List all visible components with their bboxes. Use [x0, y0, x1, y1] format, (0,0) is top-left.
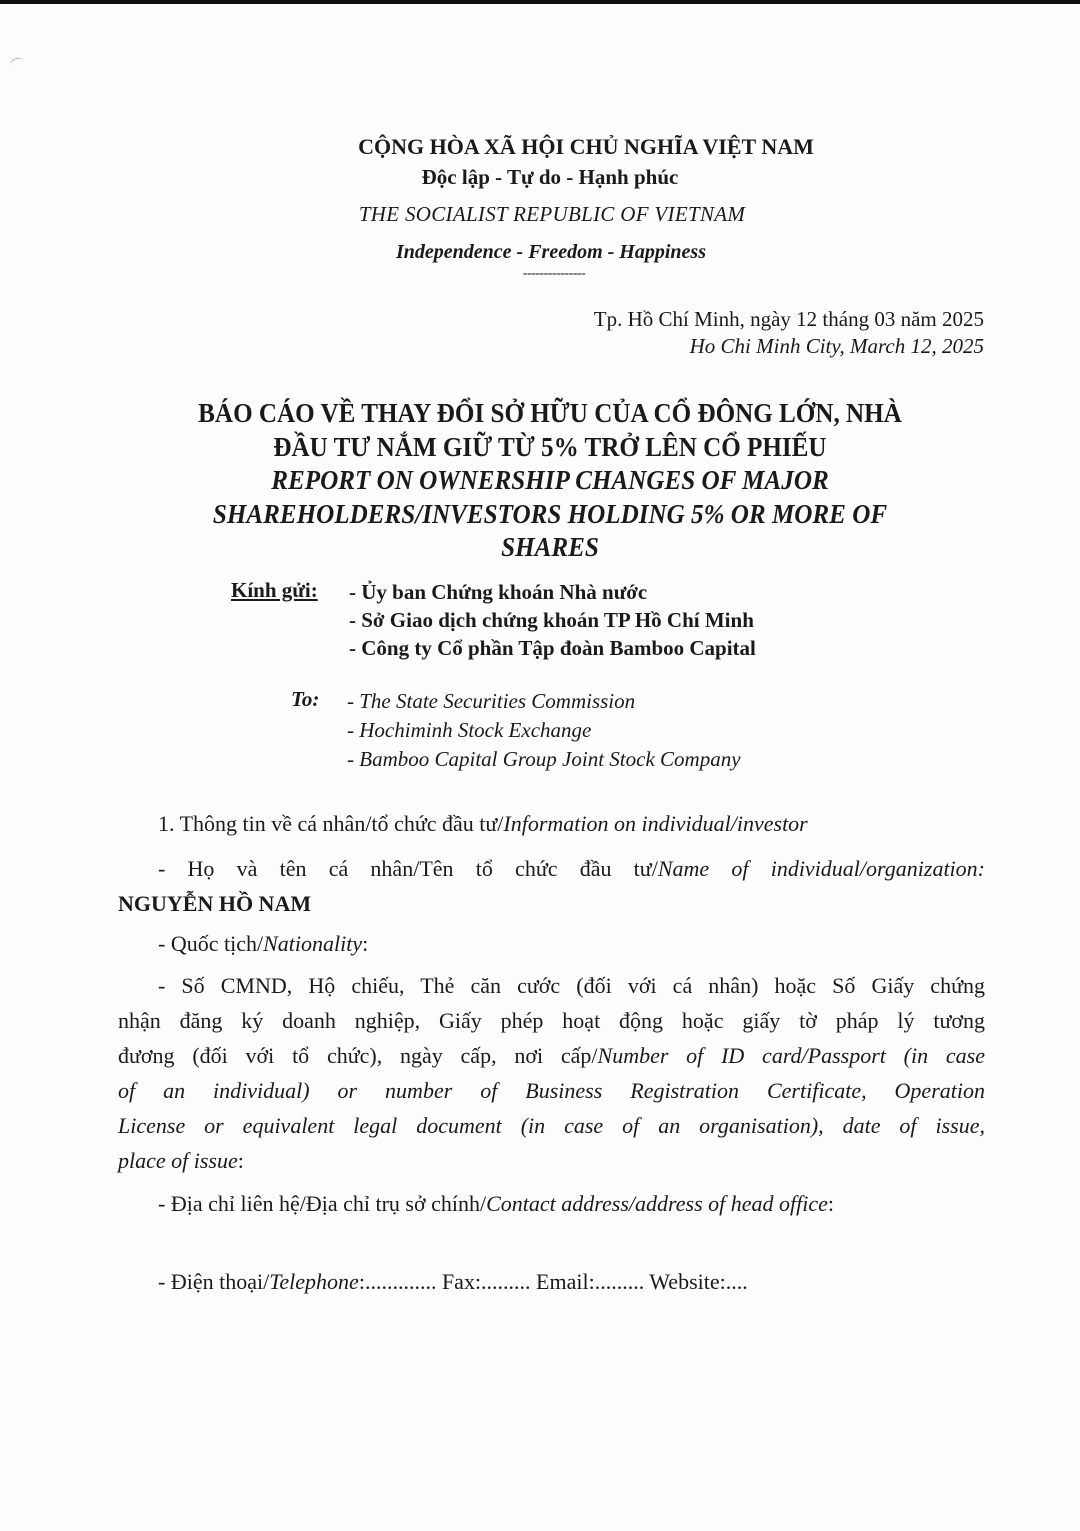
- recipients-list-vn: [349, 578, 756, 662]
- id-line: of an individual) or number of Business Registration Certificate, Operation: [118, 1078, 985, 1103]
- contact-field: [118, 1264, 985, 1299]
- nationality-field: [118, 926, 985, 961]
- id-line: License or equivalent legal document (in case of an organisation), date of issue,: [118, 1113, 985, 1138]
- country-name-en: THE SOCIALIST REPUBLIC OF VIETNAM: [358, 202, 746, 226]
- motto-en: Independence - Freedom - Happiness: [396, 241, 706, 263]
- section-1-heading-en: Information on individual/investor: [503, 811, 808, 836]
- id-line: nhận đăng ký doanh nghiệp, Giấy phép hoạt động hoặc giấy tờ pháp lý tương: [118, 1008, 985, 1033]
- investor-name-value: NGUYỄN HỒ NAM: [118, 891, 312, 916]
- title-en-line: REPORT ON OWNERSHIP CHANGES OF MAJOR: [271, 465, 829, 495]
- recipient-item: - Hochiminh Stock Exchange: [347, 718, 592, 742]
- id-line-vn: đương (đối với tổ chức), ngày cấp, nơi cấp/: [118, 1043, 598, 1068]
- header-divider: ---------------: [522, 266, 586, 281]
- recipient-item: - Ủy ban Chứng khoán Nhà nước: [349, 580, 648, 604]
- section-1-heading: [118, 806, 985, 841]
- id-line: [118, 1143, 985, 1178]
- country-name-vn: CỘNG HÒA XÃ HỘI CHỦ NGHĨA VIỆT NAM: [358, 134, 814, 159]
- name-label-en: Name of individual/organization:: [657, 856, 985, 881]
- nationality-colon: :: [362, 931, 369, 956]
- id-document-field: [118, 968, 985, 1178]
- date-vn: Tp. Hồ Chí Minh, ngày 12 tháng 03 năm 2025: [593, 307, 984, 331]
- id-line: - Số CMND, Hộ chiếu, Thẻ căn cước (đối với cá nhân) hoặc Số Giấy chứng: [158, 973, 985, 998]
- contact-blanks: :............. Fax:......... Email:......... Website:....: [358, 1269, 748, 1294]
- address-label-vn: - Địa chỉ liên hệ/Địa chỉ trụ sở chính/: [158, 1191, 487, 1216]
- nationality-label-vn: - Quốc tịch/: [158, 931, 264, 956]
- recipients-label-vn: [231, 578, 318, 603]
- recipient-item: - The State Securities Commission: [347, 689, 636, 713]
- recipient-item: - Công ty Cổ phần Tập đoàn Bamboo Capital: [349, 636, 756, 660]
- phone-label-en: Telephone: [269, 1269, 359, 1294]
- id-line-en: Number of ID card/Passport (in case: [597, 1043, 985, 1068]
- id-colon: :: [237, 1148, 244, 1173]
- recipients-label-en: To:: [291, 687, 320, 711]
- address-field: [118, 1186, 985, 1221]
- date-en: Ho Chi Minh City, March 12, 2025: [689, 334, 984, 358]
- id-line: [118, 1038, 985, 1073]
- recipient-item: - Bamboo Capital Group Joint Stock Company: [347, 747, 741, 771]
- phone-label-vn: - Điện thoại/: [158, 1269, 270, 1294]
- report-title: [141, 397, 959, 565]
- investor-name-field: [118, 851, 985, 921]
- recipient-item: - Sở Giao dịch chứng khoán TP Hồ Chí Minh: [349, 608, 754, 632]
- section-1-heading-vn: 1. Thông tin về cá nhân/tổ chức đầu tư/: [158, 811, 504, 836]
- name-label: [118, 851, 985, 886]
- recipients-list-en: [347, 687, 741, 774]
- title-en-line: SHAREHOLDERS/INVESTORS HOLDING 5% OR MORE OF: [212, 498, 888, 529]
- address-colon: :: [827, 1191, 835, 1216]
- title-en-line: SHARES: [501, 532, 599, 562]
- recipients-label-vn-text: Kính gửi:: [231, 578, 318, 602]
- title-vn-line: ĐẦU TƯ NẮM GIỮ TỪ 5% TRỞ LÊN CỔ PHIẾU: [273, 431, 827, 462]
- motto-vn: Độc lập - Tự do - Hạnh phúc: [421, 165, 679, 189]
- nationality-label-en: Nationality: [263, 931, 363, 956]
- name-label-vn: - Họ và tên cá nhân/Tên tổ chức đầu tư/: [158, 856, 658, 881]
- title-vn-line: BÁO CÁO VỀ THAY ĐỔI SỞ HỮU CỦA CỔ ĐÔNG LỚN, NHÀ: [198, 398, 902, 428]
- address-label-en: Contact address/address of head office: [486, 1191, 828, 1216]
- id-line-en: place of issue: [118, 1148, 238, 1173]
